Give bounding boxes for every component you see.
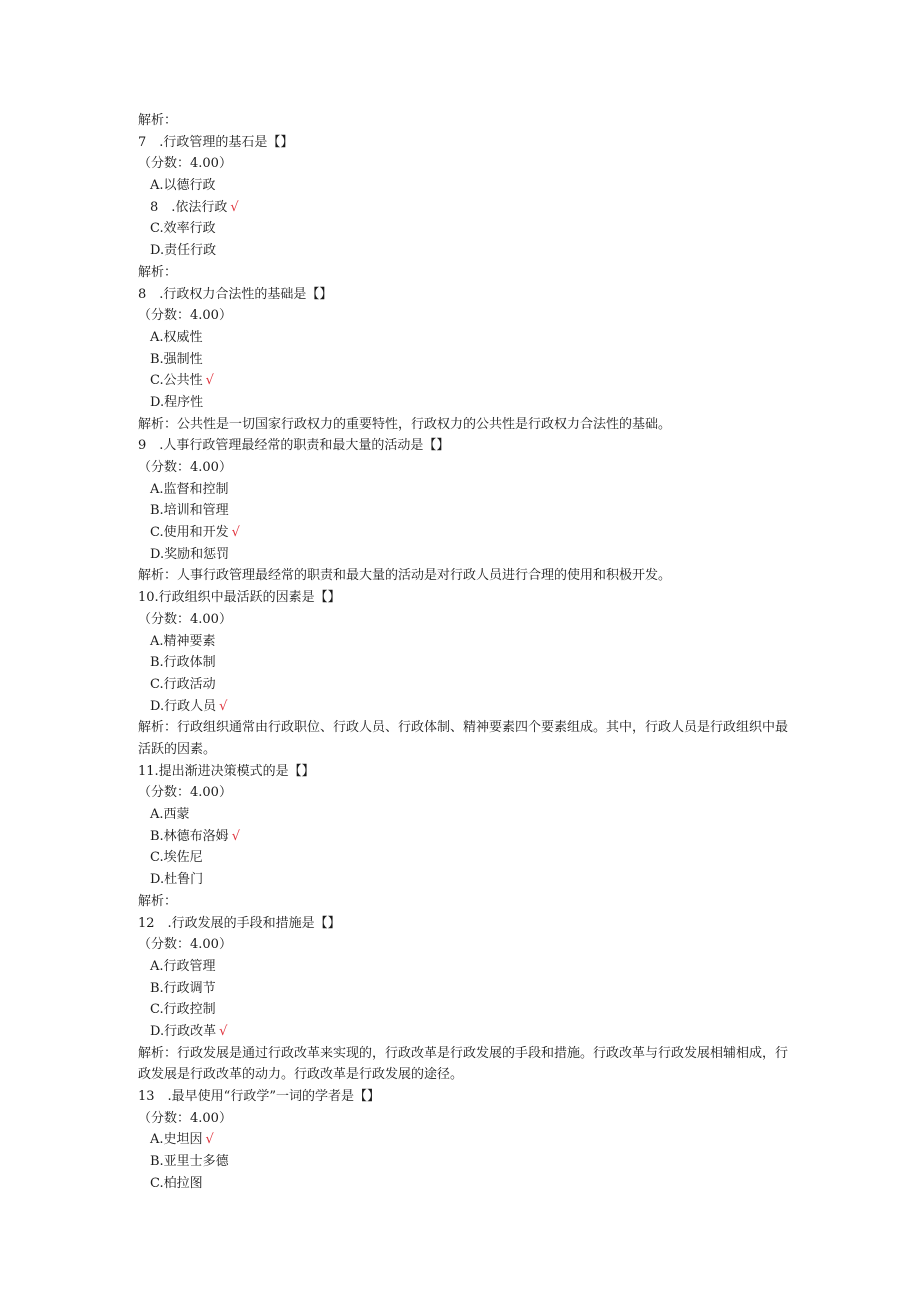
answer-option-text: D.责任行政 bbox=[150, 243, 217, 259]
correct-check-icon: √ bbox=[231, 828, 240, 844]
answer-option bbox=[138, 999, 788, 1021]
question-title: 12 .行政发展的手段和措施是【】 bbox=[138, 915, 341, 931]
answer-option bbox=[138, 847, 788, 869]
question-analysis: 解析： bbox=[138, 893, 178, 909]
correct-check-icon: √ bbox=[205, 373, 214, 389]
answer-option bbox=[138, 804, 788, 826]
question-analysis: 解析：公共性是一切国家行政权力的重要特性，行政权力的公共性是行政权力合法性的基础。 bbox=[138, 416, 672, 432]
correct-check-icon: √ bbox=[219, 698, 228, 714]
answer-option bbox=[138, 978, 788, 1000]
answer-option bbox=[138, 1173, 788, 1195]
answer-option bbox=[138, 674, 788, 696]
analysis-label: 解析： bbox=[138, 113, 178, 128]
answer-option bbox=[138, 240, 788, 262]
answer-option-text: D.奖励和惩罚 bbox=[150, 546, 230, 562]
answer-option-text: B.林德布洛姆 bbox=[150, 828, 229, 844]
question-score: （分数：4.00） bbox=[138, 308, 232, 324]
answer-option-text: D.行政人员 bbox=[150, 698, 217, 714]
answer-option bbox=[138, 197, 788, 219]
correct-check-icon: √ bbox=[205, 1132, 214, 1148]
question-title: 8 .行政权力合法性的基础是【】 bbox=[138, 286, 333, 302]
answer-option bbox=[138, 392, 788, 414]
answer-option-text: B.行政体制 bbox=[150, 655, 216, 671]
question-analysis: 解析：行政组织通常由行政职位、行政人员、行政体制、精神要素四个要素组成。其中，行政人员是行政组织中最活跃的因素。 bbox=[138, 720, 789, 757]
question-block bbox=[138, 761, 788, 913]
question-title: 7 .行政管理的基石是【】 bbox=[138, 134, 294, 150]
answer-option-text: D.行政改革 bbox=[150, 1023, 217, 1039]
correct-check-icon: √ bbox=[231, 525, 240, 541]
answer-option bbox=[138, 826, 788, 848]
answer-option bbox=[138, 696, 788, 718]
answer-option-text: A.监督和控制 bbox=[150, 481, 229, 497]
question-score: （分数：4.00） bbox=[138, 785, 232, 801]
question-analysis: 解析：行政发展是通过行政改革来实现的，行政改革是行政发展的手段和措施。行政改革与行政发展相辅相成，行政发展是行政改革的动力。行政改革是行政发展的途径。 bbox=[138, 1045, 789, 1083]
answer-option bbox=[138, 349, 788, 371]
question-analysis: 解析：人事行政管理最经常的职责和最大量的活动是对行政人员进行合理的使用和积极开发。 bbox=[138, 568, 672, 584]
correct-check-icon: √ bbox=[219, 1023, 228, 1039]
answer-option-text: B.行政调节 bbox=[150, 980, 216, 996]
answer-option bbox=[138, 218, 788, 240]
question-score: （分数：4.00） bbox=[138, 611, 232, 627]
answer-option-text: B.强制性 bbox=[150, 351, 203, 367]
document-body bbox=[138, 110, 788, 1195]
answer-option bbox=[138, 522, 788, 544]
answer-option bbox=[138, 327, 788, 349]
question-block bbox=[138, 132, 788, 284]
answer-option-text: B.亚里士多德 bbox=[150, 1154, 229, 1170]
answer-option-text: B.培训和管理 bbox=[150, 503, 229, 519]
question-list bbox=[138, 132, 788, 1195]
answer-option bbox=[138, 869, 788, 891]
question-score: （分数：4.00） bbox=[138, 937, 232, 953]
answer-option-text: C.公共性 bbox=[150, 373, 203, 389]
answer-option bbox=[138, 1129, 788, 1151]
answer-option-text: 8 .依法行政 bbox=[150, 199, 228, 215]
answer-option bbox=[138, 544, 788, 566]
answer-option-text: A.精神要素 bbox=[150, 633, 216, 649]
answer-option-text: C.行政活动 bbox=[150, 676, 216, 692]
question-title: 9 .人事行政管理最经常的职责和最大量的活动是【】 bbox=[138, 438, 450, 454]
question-analysis: 解析： bbox=[138, 264, 178, 280]
answer-option bbox=[138, 175, 788, 197]
question-block bbox=[138, 284, 788, 436]
question-title: 13 .最早使用“行政学”一词的学者是【】 bbox=[138, 1089, 380, 1105]
question-block bbox=[138, 587, 788, 761]
answer-option-text: C.埃佐尼 bbox=[150, 850, 203, 866]
answer-option bbox=[138, 1151, 788, 1173]
answer-option bbox=[138, 370, 788, 392]
question-score: （分数：4.00） bbox=[138, 1110, 232, 1126]
answer-option-text: D.程序性 bbox=[150, 394, 204, 410]
question-title: 10.行政组织中最活跃的因素是【】 bbox=[138, 590, 341, 606]
answer-option bbox=[138, 500, 788, 522]
answer-option-text: A.行政管理 bbox=[150, 958, 216, 974]
answer-option bbox=[138, 652, 788, 674]
answer-option-text: D.杜鲁门 bbox=[150, 872, 204, 888]
answer-option bbox=[138, 1021, 788, 1043]
question-score: （分数：4.00） bbox=[138, 460, 232, 476]
answer-option-text: A.权威性 bbox=[150, 329, 203, 345]
answer-option bbox=[138, 956, 788, 978]
answer-option-text: C.行政控制 bbox=[150, 1002, 216, 1018]
question-block bbox=[138, 1086, 788, 1194]
question-title: 11.提出渐进决策模式的是【】 bbox=[138, 763, 315, 779]
question-block bbox=[138, 913, 788, 1087]
answer-option-text: C.柏拉图 bbox=[150, 1175, 203, 1191]
answer-option-text: A.西蒙 bbox=[150, 807, 190, 823]
answer-option-text: A.史坦因 bbox=[150, 1132, 203, 1148]
answer-option bbox=[138, 631, 788, 653]
answer-option bbox=[138, 479, 788, 501]
question-score: （分数：4.00） bbox=[138, 156, 232, 172]
answer-option-text: A.以德行政 bbox=[150, 178, 216, 194]
correct-check-icon: √ bbox=[230, 199, 239, 215]
answer-option-text: C.使用和开发 bbox=[150, 525, 229, 541]
question-block bbox=[138, 435, 788, 587]
answer-option-text: C.效率行政 bbox=[150, 221, 216, 237]
